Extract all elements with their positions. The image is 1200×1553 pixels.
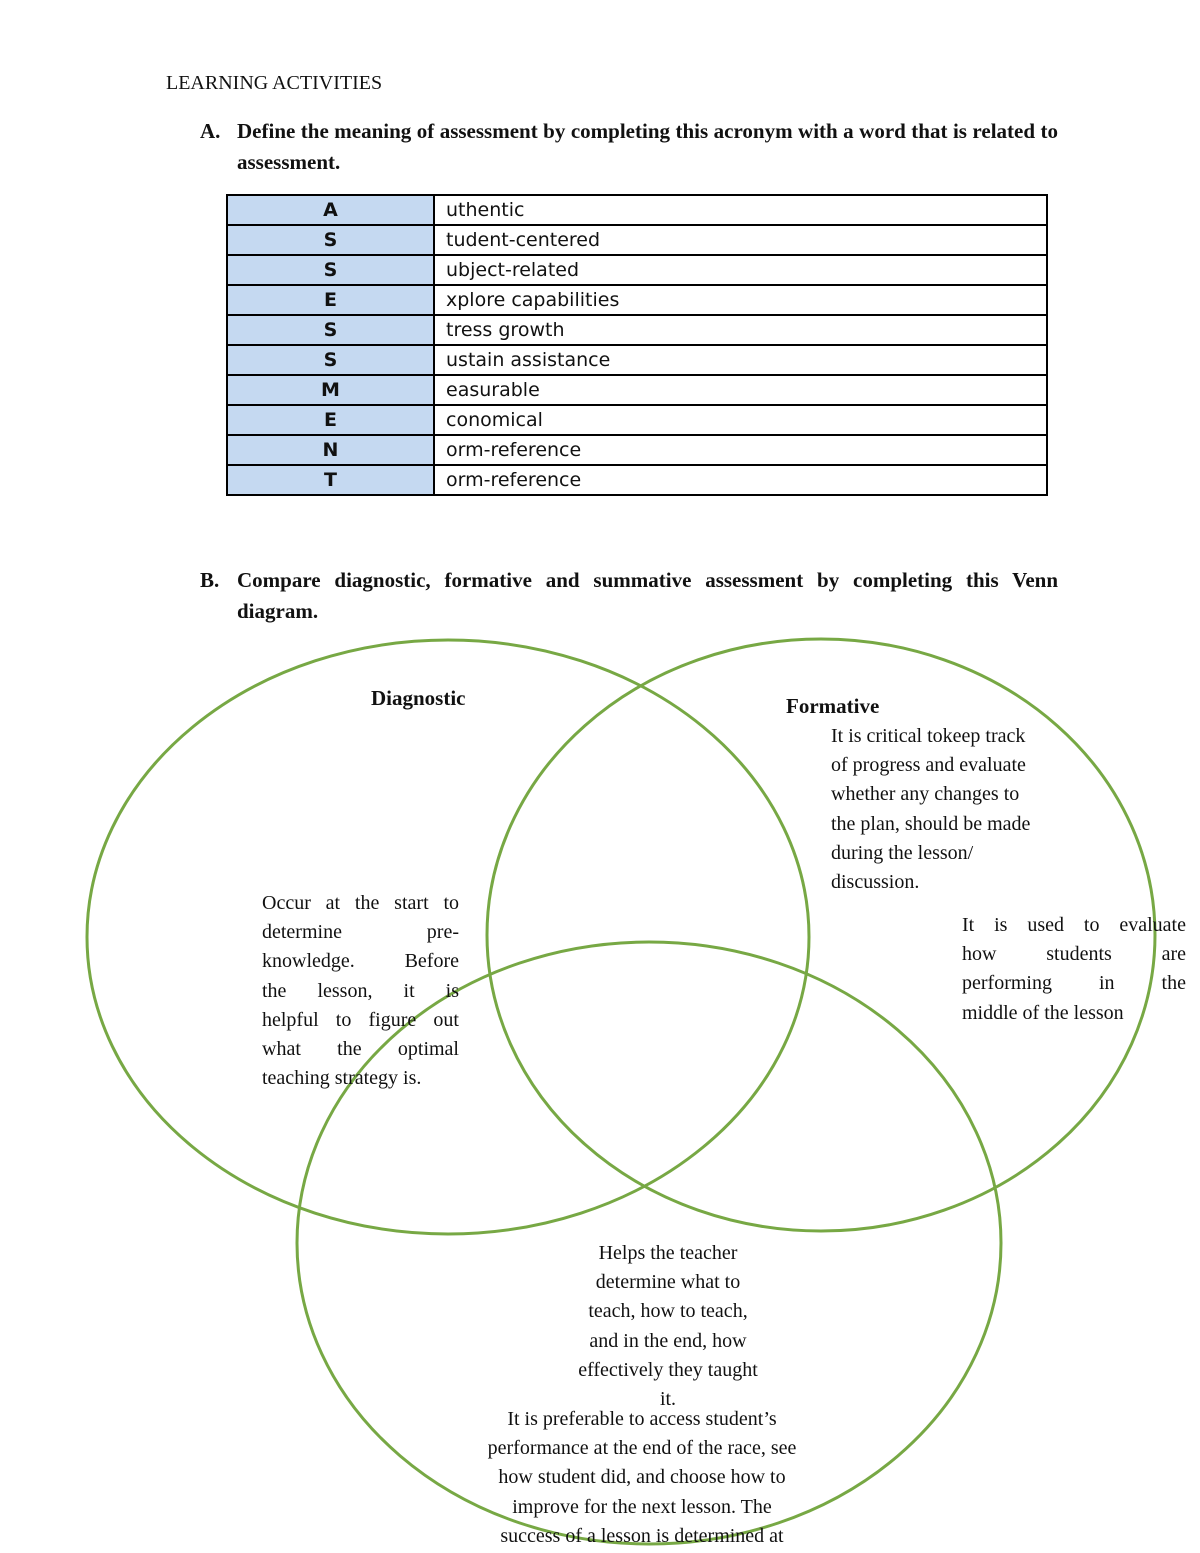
question-b-text: Compare diagnostic, formative and summative assessment by completing this Venn diagram. <box>237 568 1058 623</box>
question-a-text: Define the meaning of assessment by completing this acronym with a word that is related to assessment. <box>237 119 1058 174</box>
acronym-word: uthentic <box>434 195 1047 225</box>
text-line: middle of the lesson <box>962 1001 1124 1024</box>
acronym-word: orm-reference <box>434 465 1047 495</box>
acronym-word: xplore capabilities <box>434 285 1047 315</box>
acronym-letter: A <box>227 195 434 225</box>
text-line: Helps the teacher <box>598 1242 738 1264</box>
acronym-word: easurable <box>434 375 1047 405</box>
text-line: what the optimal <box>262 1038 459 1061</box>
acronym-letter: E <box>227 405 434 435</box>
acronym-word: conomical <box>434 405 1047 435</box>
text-line: teach, how to teach, <box>588 1300 748 1323</box>
text-line: and in the end, how <box>589 1329 747 1352</box>
acronym-letter: S <box>227 345 434 375</box>
text-line: discussion. <box>831 871 920 894</box>
text-line: during the lesson/ <box>831 841 974 864</box>
formative-description <box>831 722 1081 897</box>
text-line: helpful to figure out <box>262 1008 459 1031</box>
formative-note <box>962 911 1186 1028</box>
acronym-letter: S <box>227 255 434 285</box>
text-line: determine what to <box>595 1271 741 1294</box>
acronym-letter: M <box>227 375 434 405</box>
text-line: the lesson, it is <box>262 979 459 1002</box>
text-line: knowledge. Before <box>262 950 459 973</box>
acronym-word: ubject-related <box>434 255 1047 285</box>
text-line: teaching strategy is. <box>262 1067 422 1090</box>
text-line: performance at the end of the race, see <box>487 1437 797 1460</box>
text-line: how student did, and choose how to <box>498 1466 786 1489</box>
text-line: success of a lesson is determined at <box>500 1524 784 1547</box>
question-a-number: A. <box>200 119 221 143</box>
diagnostic-label: Diagnostic <box>371 686 466 710</box>
text-line: It is preferable to access student’s <box>507 1408 777 1430</box>
text-line: of progress and evaluate <box>831 754 1026 777</box>
text-line: whether any changes to <box>831 783 1020 806</box>
acronym-word: tress growth <box>434 315 1047 345</box>
summative-description <box>440 1405 844 1551</box>
overlap-description <box>548 1239 788 1414</box>
text-line: how students are <box>962 943 1186 966</box>
text-line: determine pre- <box>262 921 459 944</box>
formative-label: Formative <box>786 694 880 718</box>
acronym-word: ustain assistance <box>434 345 1047 375</box>
text-line: It is critical tokeep track <box>831 725 1026 747</box>
text-line: effectively they taught <box>578 1358 758 1381</box>
acronym-word: tudent-centered <box>434 225 1047 255</box>
text-line: it. <box>659 1388 677 1411</box>
text-line: the plan, should be made <box>831 812 1031 835</box>
acronym-letter: S <box>227 315 434 345</box>
text-line: performing in the <box>962 972 1186 995</box>
question-b-number: B. <box>200 568 220 592</box>
acronym-word: orm-reference <box>434 435 1047 465</box>
text-line: improve for the next lesson. The <box>512 1495 772 1518</box>
diagnostic-description <box>262 889 459 1093</box>
acronym-letter: N <box>227 435 434 465</box>
acronym-letter: E <box>227 285 434 315</box>
acronym-letter: T <box>227 465 434 495</box>
text-line: Occur at the start to <box>262 892 459 914</box>
text-line: It is used to evaluate <box>962 914 1186 936</box>
acronym-letter: S <box>227 225 434 255</box>
page-heading: LEARNING ACTIVITIES <box>166 72 383 94</box>
